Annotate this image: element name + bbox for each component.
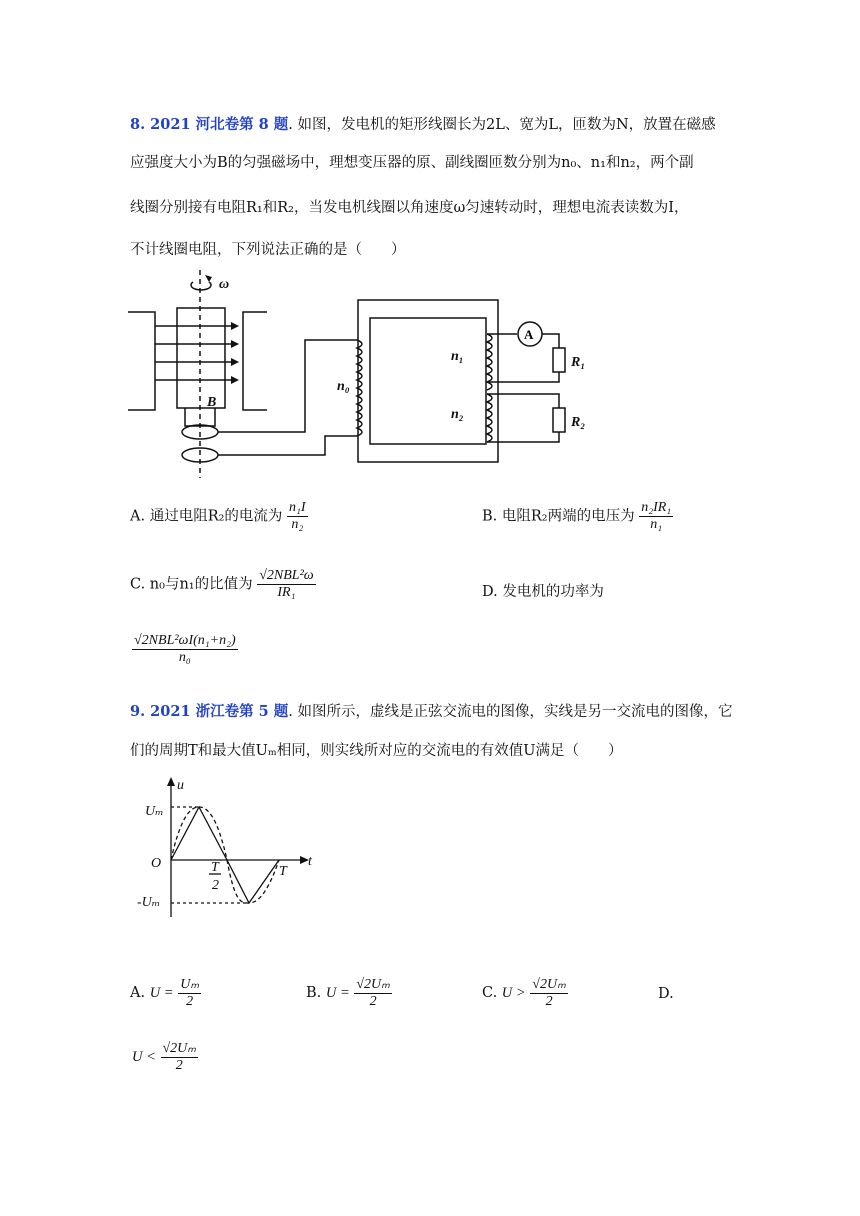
q8-option-b[interactable]: B. 电阻R₂两端的电压为 $\frac{\text{n₂IR₁}}{\text{n₁}}$ [482,500,672,532]
label-u: u [177,778,184,793]
q9-source: 9. 2021 浙江卷第 5 题 [130,703,289,720]
ammeter-icon: A [524,327,534,342]
label-R2: R₂ [571,415,586,430]
q8-option-d[interactable]: D. 发电机的功率为 [482,584,604,600]
label-neg-Um: -Uₘ [137,895,161,910]
label-B: B [207,395,217,410]
label-t: t [308,854,312,869]
q8-option-a[interactable]: A. 通过电阻R₂的电流为 $\frac{\text{n₁I}}{\text{n₂}}$ [130,500,306,532]
q9-option-a[interactable]: A. U = $\frac{\text{Uₘ}}{2}$ [130,977,200,1009]
q9-option-b[interactable]: B. U = $\frac{\text{√2Uₘ}}{2}$ [306,977,390,1009]
label-n1: n₁ [451,349,464,364]
q9-waveform-figure [135,775,335,925]
label-T: T [279,864,287,879]
q8-line-3: 线圈分别接有电阻R₁和R₂，当发电机线圈以角速度ω匀速转动时，理想电流表读数为I， [130,200,689,216]
q8-line-4: 不计线圈电阻，下列说法正确的是（ ） [130,242,406,258]
label-n0: n₀ [337,379,350,394]
q8-source: 8. 2021 河北卷第 8 题 [130,116,289,133]
q9-option-d[interactable]: D. [658,986,674,1002]
q9-line-2: 们的周期T和最大值Uₘ相同，则实线所对应的交流电的有效值U满足（ ） [130,743,623,759]
label-O: O [151,856,162,871]
label-n2: n₂ [451,407,464,422]
label-R1: R₁ [571,355,586,370]
label-half-T-num: T [211,860,219,875]
q8-text-1: 如图，发电机的矩形线圈长为2L、宽为L，匝数为N，放置在磁感 [297,117,716,133]
q8-generator-transformer-figure [125,268,605,483]
label-omega: ω [219,277,230,292]
label-Um: Uₘ [145,804,164,819]
q9-text-1: 如图所示，虚线是正弦交流电的图像，实线是另一交流电的图像，它 [297,704,733,720]
label-half-T-den: 2 [212,878,219,893]
q8-line-1: 8. 2021 河北卷第 8 题. 如图，发电机的矩形线圈长为2L、宽为L，匝数为N，放置在磁感 [130,116,716,133]
q8-option-d-formula: $\frac{\text{√2NBL²ωI(n₁+n₂)}}{\text{n₀}}$ [134,633,236,665]
q8-option-c[interactable]: C. n₀与n₁的比值为 $\frac{\text{√2NBL²ω}}{\text{IR₁}}$ [130,568,314,600]
q9-option-d-formula: U < $\frac{\text{√2Uₘ}}{2}$ [132,1041,197,1073]
q8-line-2: 应强度大小为B的匀强磁场中，理想变压器的原、副线圈匝数分别为n₀、n₁和n₂，两个副 [130,155,694,171]
q9-line-1: 9. 2021 浙江卷第 5 题. 如图所示，虚线是正弦交流电的图像，实线是另一交流电的图像，它 [130,703,733,720]
q9-option-c[interactable]: C. U > $\frac{\text{√2Uₘ}}{2}$ [482,977,566,1009]
